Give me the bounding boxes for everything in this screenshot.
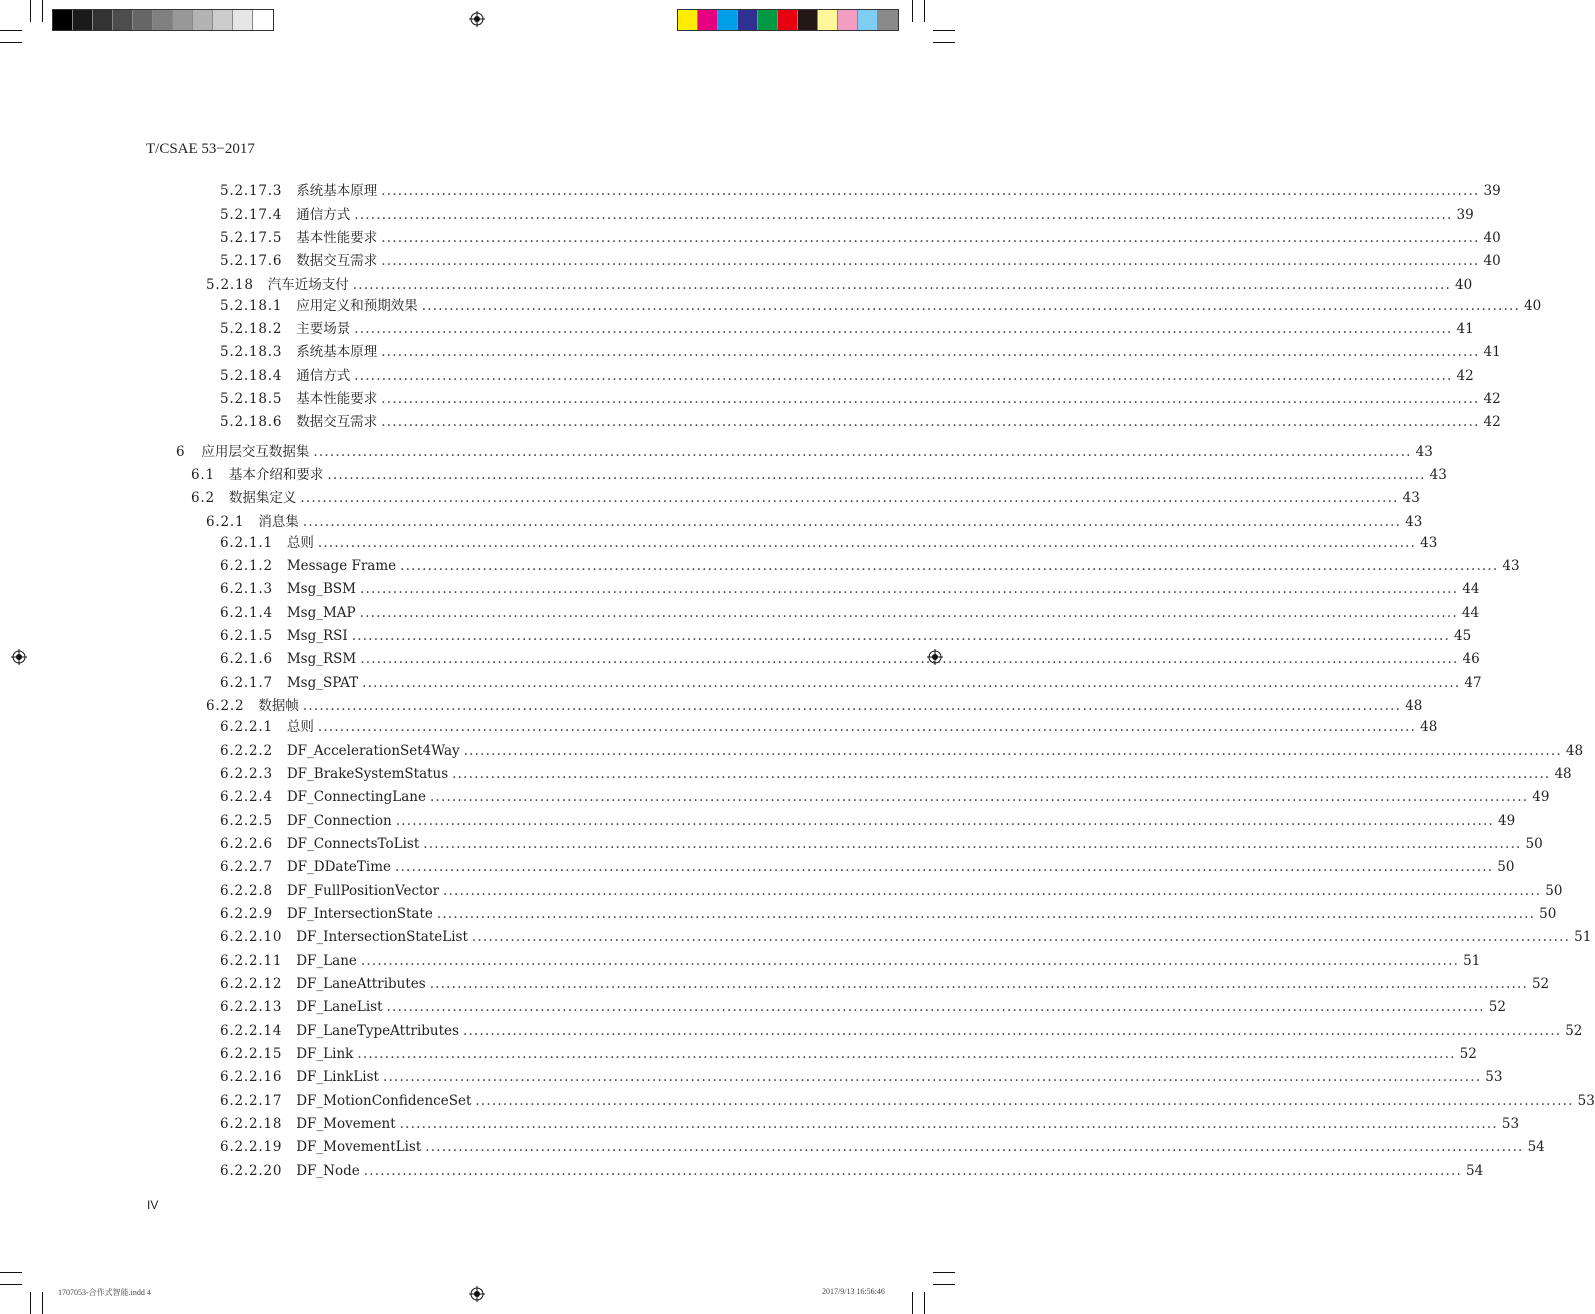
toc-entry-title: DF_DDateTime (286, 859, 392, 875)
toc-entry-title: 基本性能要求 (296, 230, 378, 246)
toc-entry[interactable] (220, 975, 1550, 993)
toc-entry[interactable] (176, 443, 1433, 461)
toc-entry-page: 52 (1488, 999, 1506, 1015)
toc-leader-dots: ........................................................................................................................................................................................................ (359, 581, 1459, 597)
toc-leader-dots: ........................................................................................................................................................................................................ (382, 1069, 1482, 1085)
toc-leader-dots: ........................................................................................................................................................................................................ (395, 813, 1495, 829)
toc-leader-dots: ........................................................................................................................................................................................................ (381, 253, 1480, 269)
toc-leader-dots: ........................................................................................................................................................................................................ (302, 698, 1402, 714)
document-id: T/CSAE 53−2017 (146, 141, 255, 157)
toc-entry-page: 52 (1565, 1023, 1583, 1039)
toc-entry-title: Msg_MAP (286, 605, 356, 621)
toc-entry-title: DF_LaneTypeAttributes (296, 1023, 459, 1039)
toc-entry-number: 5.2.17.6 (220, 253, 283, 269)
toc-leader-dots: ........................................................................................................................................................................................................ (471, 929, 1571, 945)
toc-entry[interactable] (220, 252, 1501, 270)
toc-entry-title: Msg_RSM (286, 651, 357, 667)
toc-entry-page: 40 (1455, 277, 1473, 293)
toc-entry-number: 6.2.1 (206, 514, 245, 530)
toc-entry-page: 51 (1463, 953, 1481, 969)
toc-entry-page: 44 (1461, 605, 1480, 621)
toc-entry-number: 6.2.2.17 (220, 1093, 283, 1109)
toc-entry-number: 6.2.2.11 (220, 953, 283, 969)
toc-entry-number: 6.2.2.14 (220, 1023, 283, 1039)
toc-entry-title: DF_LinkList (296, 1069, 379, 1085)
toc-entry-title: 主要场景 (296, 321, 351, 337)
toc-leader-dots: ........................................................................................................................................................................................................ (360, 953, 1460, 969)
toc-entry[interactable] (220, 604, 1480, 622)
toc-entry-number: 6.2.2.19 (220, 1139, 283, 1155)
toc-leader-dots: ........................................................................................................................................................................................................ (395, 859, 1494, 875)
toc-leader-dots: ........................................................................................................................................................................................................ (317, 535, 1417, 551)
toc-entry[interactable] (220, 718, 1438, 736)
toc-entry-number: 6.1 (191, 467, 215, 483)
toc-entry-number: 6.2.2.9 (220, 906, 273, 922)
toc-entry-page: 43 (1429, 467, 1447, 483)
toc-entry[interactable] (220, 297, 1542, 315)
toc-entry-title: DF_Connection (286, 813, 392, 829)
toc-entry-page: 48 (1405, 698, 1423, 714)
toc-entry-title: 数据交互需求 (296, 253, 378, 269)
toc-entry-number: 6.2.2.3 (220, 766, 273, 782)
toc-entry-title: DF_FullPositionVector (286, 883, 440, 899)
toc-entry-page: 42 (1456, 368, 1474, 384)
toc-entry-number: 6.2.2.1 (220, 719, 273, 735)
toc-leader-dots: ........................................................................................................................................................................................................ (351, 628, 1450, 644)
toc-entry-page: 53 (1501, 1116, 1520, 1132)
toc-leader-dots: ........................................................................................................................................................................................................ (436, 906, 1536, 922)
toc-entry-title: 汽车近场支付 (267, 277, 349, 293)
toc-entry-page: 50 (1539, 906, 1557, 922)
toc-entry[interactable] (206, 513, 1423, 531)
toc-entry-number: 6.2.2.7 (220, 859, 273, 875)
toc-entry-number: 6.2.1.3 (220, 581, 273, 597)
toc-entry[interactable] (206, 276, 1473, 294)
toc-entry[interactable] (220, 1092, 1595, 1110)
toc-entry-number: 5.2.17.3 (220, 183, 283, 199)
toc-entry[interactable] (191, 466, 1447, 484)
toc-entry-page: 48 (1565, 743, 1584, 759)
toc-entry-number: 6.2.1.4 (220, 605, 273, 621)
toc-entry-page: 41 (1456, 321, 1474, 337)
toc-entry-title: 数据集定义 (228, 490, 297, 506)
toc-entry-page: 43 (1415, 444, 1433, 460)
toc-entry-page: 40 (1483, 230, 1501, 246)
toc-entry-title: DF_Lane (296, 953, 357, 969)
toc-entry[interactable] (220, 650, 1480, 668)
toc-leader-dots: ........................................................................................................................................................................................................ (354, 368, 1453, 384)
toc-entry-title: Msg_RSI (286, 628, 348, 644)
toc-entry[interactable] (220, 905, 1557, 923)
toc-entry[interactable] (220, 928, 1592, 946)
toc-entry-title: 基本性能要求 (296, 391, 378, 407)
toc-entry-number: 5.2.18.4 (220, 368, 283, 384)
toc-entry[interactable] (220, 788, 1550, 806)
toc-entry-number: 6.2.2.18 (220, 1116, 283, 1132)
toc-entry-number: 5.2.18.1 (220, 298, 283, 314)
toc-entry-number: 6.2.2.6 (220, 836, 273, 852)
toc-entry-page: 43 (1405, 514, 1423, 530)
toc-entry[interactable] (220, 1138, 1545, 1156)
toc-leader-dots: ........................................................................................................................................................................................................ (381, 183, 1480, 199)
toc-entry-page: 54 (1466, 1163, 1484, 1179)
toc-entry-page: 53 (1577, 1093, 1595, 1109)
toc-entry[interactable] (220, 367, 1474, 385)
toc-entry-number: 6.2.1.2 (220, 558, 273, 574)
toc-entry-page: 39 (1456, 207, 1474, 223)
toc-entry[interactable] (206, 697, 1423, 715)
toc-entry-page: 49 (1498, 813, 1516, 829)
toc-entry-title: DF_AccelerationSet4Way (286, 743, 460, 759)
toc-leader-dots: ........................................................................................................................................................................................................ (359, 605, 1458, 621)
toc-entry-number: 6.2.2.4 (220, 789, 273, 805)
toc-entry-page: 54 (1527, 1139, 1545, 1155)
toc-entry-number: 6.2.2.10 (220, 929, 283, 945)
toc-entry-title: 总则 (286, 719, 314, 735)
toc-entry-number: 6.2.1.1 (220, 535, 273, 551)
toc-entry-page: 42 (1483, 414, 1501, 430)
toc-entry[interactable] (220, 1115, 1520, 1133)
toc-entry-number: 5.2.18.3 (220, 344, 283, 360)
toc-entry[interactable] (220, 674, 1482, 692)
toc-entry[interactable] (220, 413, 1501, 431)
toc-leader-dots: ........................................................................................................................................................................................................ (362, 675, 1461, 691)
toc-entry-number: 5.2.17.4 (220, 207, 283, 223)
toc-entry[interactable] (220, 627, 1472, 645)
toc-entry-title: DF_LaneAttributes (296, 976, 426, 992)
toc-entry-page: 44 (1462, 581, 1480, 597)
toc-entry-number: 5.2.18.2 (220, 321, 283, 337)
toc-entry-number: 6.2.1.7 (220, 675, 273, 691)
footer-file-name: 1707053-合作式智能.indd 4 (58, 1288, 151, 1297)
toc-entry-number: 5.2.18 (206, 277, 254, 293)
toc-entry-number: 5.2.17.5 (220, 230, 283, 246)
toc-leader-dots: ........................................................................................................................................................................................................ (423, 836, 1522, 852)
toc-entry[interactable] (220, 742, 1584, 760)
toc-entry-number: 6.2.1.6 (220, 651, 273, 667)
toc-entry-title: DF_Movement (296, 1116, 396, 1132)
toc-leader-dots: ........................................................................................................................................................................................................ (302, 514, 1402, 530)
toc-entry[interactable] (220, 1068, 1503, 1086)
toc-entry-page: 40 (1524, 298, 1542, 314)
toc-entry-page: 41 (1483, 344, 1501, 360)
toc-entry-number: 6.2.2.20 (220, 1163, 283, 1179)
toc-entry[interactable] (220, 557, 1520, 575)
toc-entry-number: 6.2.2.15 (220, 1046, 283, 1062)
toc-entry-page: 48 (1554, 766, 1572, 782)
toc-leader-dots: ........................................................................................................................................................................................................ (381, 391, 1480, 407)
toc-entry[interactable] (220, 343, 1501, 361)
toc-entry[interactable] (220, 320, 1474, 338)
toc-entry-page: 50 (1497, 859, 1515, 875)
toc-entry[interactable] (220, 952, 1481, 970)
toc-entry[interactable] (220, 1045, 1477, 1063)
page-number: IV (147, 1198, 159, 1212)
toc-entry-page: 48 (1420, 719, 1438, 735)
toc-entry[interactable] (220, 182, 1501, 200)
toc-leader-dots: ........................................................................................................................................................................................................ (363, 1163, 1463, 1179)
toc-entry-page: 47 (1464, 675, 1482, 691)
toc-entry-page: 43 (1420, 535, 1438, 551)
toc-leader-dots: ........................................................................................................................................................................................................ (462, 1023, 1562, 1039)
toc-entry-title: DF_LaneList (296, 999, 383, 1015)
toc-entry-title: DF_ConnectingLane (286, 789, 426, 805)
toc-leader-dots: ........................................................................................................................................................................................................ (381, 414, 1480, 430)
toc-entry[interactable] (191, 489, 1420, 507)
toc-entry-number: 5.2.18.6 (220, 414, 283, 430)
toc-entry-title: DF_Link (296, 1046, 354, 1062)
toc-entry-page: 39 (1483, 183, 1501, 199)
toc-entry-title: 数据交互需求 (296, 414, 378, 430)
toc-entry-title: 应用定义和预期效果 (296, 298, 418, 314)
toc-leader-dots: ........................................................................................................................................................................................................ (313, 444, 1412, 460)
toc-entry-title: DF_Node (296, 1163, 360, 1179)
toc-entry-number: 6.2.2.5 (220, 813, 273, 829)
toc-entry-number: 6 (176, 444, 186, 460)
toc-entry-page: 45 (1454, 628, 1472, 644)
toc-leader-dots: ........................................................................................................................................................................................................ (386, 999, 1485, 1015)
toc-entry-number: 6.2.2.12 (220, 976, 283, 992)
toc-entry-page: 40 (1483, 253, 1501, 269)
toc-leader-dots: ........................................................................................................................................................................................................ (300, 490, 1399, 506)
toc-entry-title: DF_IntersectionState (286, 906, 433, 922)
toc-entry-title: Message Frame (286, 558, 397, 574)
toc-entry-number: 6.2.2 (206, 698, 245, 714)
toc-entry-page: 42 (1483, 391, 1501, 407)
toc-entry-title: 通信方式 (296, 368, 351, 384)
toc-entry-number: 6.2 (191, 490, 215, 506)
toc-entry[interactable] (220, 812, 1516, 830)
toc-entry-title: 基本介绍和要求 (228, 467, 324, 483)
toc-entry-number: 6.2.2.2 (220, 743, 273, 759)
toc-entry-page: 51 (1574, 929, 1592, 945)
footer-timestamp: 2017/9/13 16:56:46 (822, 1287, 885, 1296)
toc-entry-title: 系统基本原理 (296, 183, 378, 199)
toc-entry-number: 5.2.18.5 (220, 391, 283, 407)
toc-leader-dots: ........................................................................................................................................................................................................ (352, 277, 1452, 293)
toc-entry-title: 通信方式 (296, 207, 351, 223)
toc-leader-dots: ........................................................................................................................................................................................................ (327, 467, 1426, 483)
toc-leader-dots: ........................................................................................................................................................................................................ (399, 1116, 1498, 1132)
toc-entry-title: Msg_SPAT (286, 675, 359, 691)
toc-leader-dots: ........................................................................................................................................................................................................ (443, 883, 1542, 899)
toc-entry-number: 6.2.2.16 (220, 1069, 283, 1085)
toc-entry-page: 50 (1525, 836, 1543, 852)
toc-leader-dots: ........................................................................................................................................................................................................ (381, 344, 1480, 360)
toc-entry-page: 43 (1502, 558, 1520, 574)
toc-entry-number: 6.2.2.8 (220, 883, 273, 899)
toc-leader-dots: ........................................................................................................................................................................................................ (357, 1046, 1456, 1062)
toc-leader-dots: ........................................................................................................................................................................................................ (421, 298, 1520, 314)
toc-entry[interactable] (220, 882, 1563, 900)
toc-entry-page: 53 (1485, 1069, 1503, 1085)
toc-entry[interactable] (220, 1022, 1583, 1040)
toc-entry-title: 应用层交互数据集 (201, 444, 310, 460)
toc-entry[interactable] (220, 765, 1572, 783)
toc-entry-title: DF_BrakeSystemStatus (286, 766, 449, 782)
toc-entry[interactable] (220, 858, 1515, 876)
toc-entry[interactable] (220, 835, 1543, 853)
toc-leader-dots: ........................................................................................................................................................................................................ (360, 651, 1459, 667)
toc-leader-dots: ........................................................................................................................................................................................................ (317, 719, 1417, 735)
toc-leader-dots: ........................................................................................................................................................................................................ (354, 207, 1453, 223)
toc-leader-dots: ........................................................................................................................................................................................................ (400, 558, 1499, 574)
toc-leader-dots: ........................................................................................................................................................................................................ (425, 1139, 1524, 1155)
toc-entry-title: 数据帧 (258, 698, 299, 714)
toc-entry[interactable] (220, 998, 1506, 1016)
toc-entry-page: 52 (1459, 1046, 1477, 1062)
toc-entry[interactable] (220, 1162, 1484, 1180)
toc-leader-dots: ........................................................................................................................................................................................................ (463, 743, 1562, 759)
toc-entry-page: 52 (1531, 976, 1550, 992)
toc-entry-number: 6.2.2.13 (220, 999, 283, 1015)
toc-entry[interactable] (220, 580, 1480, 598)
toc-entry-title: 系统基本原理 (296, 344, 378, 360)
toc-entry-page: 43 (1402, 490, 1420, 506)
toc-entry-title: DF_MotionConfidenceSet (296, 1093, 472, 1109)
toc-entry[interactable] (220, 229, 1501, 247)
toc-entry[interactable] (220, 534, 1438, 552)
toc-entry[interactable] (220, 206, 1474, 224)
toc-entry-number: 6.2.1.5 (220, 628, 273, 644)
toc-leader-dots: ........................................................................................................................................................................................................ (429, 976, 1528, 992)
toc-entry-page: 50 (1545, 883, 1563, 899)
toc-entry-title: DF_MovementList (296, 1139, 422, 1155)
toc-entry-title: 总则 (286, 535, 314, 551)
toc-leader-dots: ........................................................................................................................................................................................................ (475, 1093, 1574, 1109)
toc-leader-dots: ........................................................................................................................................................................................................ (381, 230, 1480, 246)
toc-entry-title: DF_IntersectionStateList (296, 929, 468, 945)
toc-leader-dots: ........................................................................................................................................................................................................ (429, 789, 1529, 805)
toc-leader-dots: ........................................................................................................................................................................................................ (452, 766, 1551, 782)
toc-entry[interactable] (220, 390, 1501, 408)
toc-entry-title: DF_ConnectsToList (286, 836, 420, 852)
toc-entry-page: 46 (1462, 651, 1480, 667)
toc-entry-page: 49 (1532, 789, 1550, 805)
toc-entry-title: Msg_BSM (286, 581, 356, 597)
toc-entry-title: 消息集 (258, 514, 299, 530)
toc-leader-dots: ........................................................................................................................................................................................................ (354, 321, 1453, 337)
